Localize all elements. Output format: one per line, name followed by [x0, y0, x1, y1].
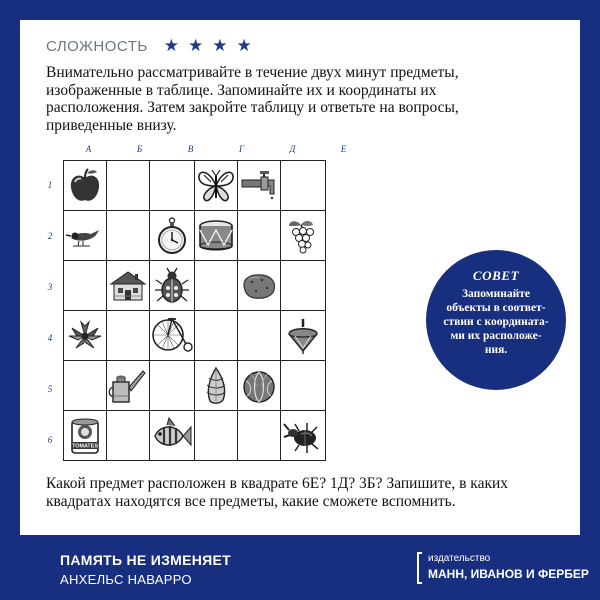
- potato-icon: [238, 266, 280, 306]
- exercise-card: [20, 20, 580, 535]
- column-header: А: [85, 144, 92, 154]
- row-header: 5: [47, 384, 53, 394]
- grid-cell: [195, 161, 238, 211]
- grid-row: [64, 161, 326, 211]
- grid-cell: [238, 411, 281, 461]
- grid-row: [64, 261, 326, 311]
- publisher-bracket: [417, 552, 422, 584]
- grid-cell: [64, 211, 107, 261]
- tip-text: Запоминайте объекты в соответ- ствии с координата- ми их расположе- ния.: [443, 288, 549, 356]
- grid-cell: [150, 311, 195, 361]
- grid-cell: [281, 411, 326, 461]
- stag-beetle-icon: [281, 416, 325, 456]
- column-header: В: [187, 144, 194, 154]
- flower-icon: [64, 316, 106, 356]
- grid-cell: [150, 261, 195, 311]
- apple-icon: [65, 166, 105, 206]
- grid-cell: [107, 261, 150, 311]
- grid-cell: [238, 211, 281, 261]
- drum-icon: [195, 216, 237, 256]
- grid-cell: [281, 361, 326, 411]
- seashell-icon: [196, 365, 236, 407]
- grid-cell: [281, 161, 326, 211]
- grid-cell: [64, 311, 107, 361]
- row-header: 4: [47, 333, 53, 343]
- beetle-icon: [152, 266, 192, 306]
- row-header: 6: [47, 435, 53, 445]
- row-header: 1: [47, 180, 53, 190]
- grid-cell: [107, 311, 150, 361]
- grid-cell: [107, 361, 150, 411]
- grid-cell: [281, 211, 326, 261]
- grapes-icon: [283, 216, 323, 256]
- row-headers: [40, 160, 60, 466]
- tip-title: СОВЕТ: [472, 268, 520, 283]
- pocket-watch-icon: [152, 216, 192, 256]
- publisher-name: МАНН, ИВАНОВ И ФЕРБЕР: [428, 567, 589, 581]
- spinning-top-icon: [283, 316, 323, 356]
- grid-cell: [281, 311, 326, 361]
- grid-cell: [107, 211, 150, 261]
- grid-cell: [107, 161, 150, 211]
- grid-row: [64, 361, 326, 411]
- column-header: Д: [289, 144, 296, 154]
- tip-circle: [426, 250, 566, 390]
- grid-cell: [64, 261, 107, 311]
- row-header: 3: [47, 282, 53, 292]
- grid-cell: [195, 211, 238, 261]
- difficulty-header: [46, 36, 261, 56]
- instructions-text: Внимательно рассматривайте в течение двух минут предметы, изображенные в таблице. Запоминайте их и координаты их расположения. Затем закройте таблицу и ответьте на вопросы, приведенные внизу.: [46, 64, 459, 134]
- publisher-label: издательство: [428, 553, 491, 564]
- question-text: Какой предмет расположен в квадрате 6Е? 1Д? 3Б? Запишите, в каких квадратах находятся все предметы, какие сможете вспомнить.: [46, 475, 509, 510]
- grid-cell: [150, 161, 195, 211]
- row-header: 2: [47, 231, 53, 241]
- cabbage-icon: [238, 365, 280, 407]
- book-author: АНХЕЛЬС НАВАРРО: [60, 572, 192, 587]
- grid-cell: [64, 361, 107, 411]
- bird-icon: [64, 216, 106, 256]
- grid-cell: [281, 261, 326, 311]
- grid-cell: [107, 411, 150, 461]
- oil-can-icon: [107, 365, 149, 407]
- grid-cell: [150, 211, 195, 261]
- difficulty-stars: ★★★★: [163, 36, 261, 55]
- tin-can-icon: [65, 415, 105, 457]
- grid-cell: [238, 361, 281, 411]
- difficulty-label: СЛОЖНОСТЬ: [46, 37, 148, 55]
- penny-farthing-icon: [150, 315, 194, 357]
- grid-cell: [150, 411, 195, 461]
- grid-cell: [195, 361, 238, 411]
- grid-cell: [238, 311, 281, 361]
- grid-cell: [195, 311, 238, 361]
- grid-cell: [238, 261, 281, 311]
- column-header: Г: [238, 144, 245, 154]
- tin-can-label: TOMATES: [72, 443, 98, 449]
- grid-row: [64, 311, 326, 361]
- grid-table: [63, 160, 326, 461]
- butterfly-icon: [195, 166, 237, 206]
- grid-cell: [150, 361, 195, 411]
- grid-cell: [238, 161, 281, 211]
- column-header: Б: [136, 144, 143, 154]
- fish-icon: [150, 416, 194, 456]
- faucet-icon: [239, 166, 279, 206]
- grid-cell: [195, 411, 238, 461]
- grid-cell: [195, 261, 238, 311]
- grid-row: [64, 211, 326, 261]
- column-header: Е: [340, 144, 347, 154]
- grid-row: [64, 411, 326, 461]
- grid-cell: [64, 161, 107, 211]
- house-icon: [107, 266, 149, 306]
- grid-cell: [64, 411, 107, 461]
- column-headers: [63, 144, 369, 158]
- book-title: ПАМЯТЬ НЕ ИЗМЕНЯЕТ: [60, 552, 232, 568]
